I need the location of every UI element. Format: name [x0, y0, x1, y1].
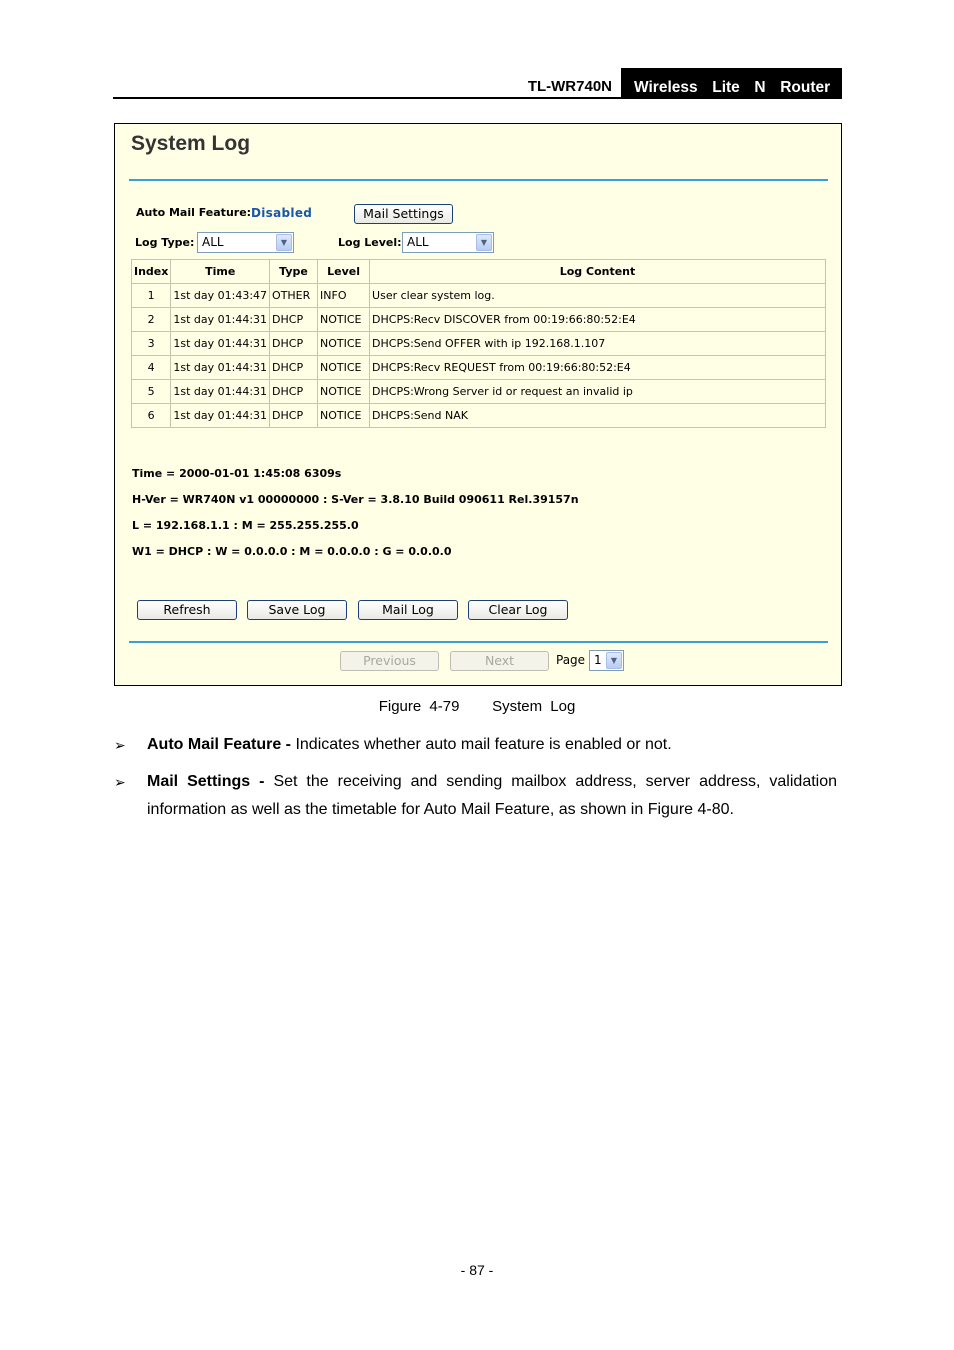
log-table: [131, 259, 826, 428]
title-divider: [129, 179, 828, 181]
info-version: H-Ver = WR740N v1 00000000 : S-Ver = 3.8.10 Build 090611 Rel.39157n: [132, 493, 579, 506]
log-type-select[interactable]: [197, 232, 294, 253]
table-header-row: [132, 260, 826, 284]
table-row: [132, 404, 826, 428]
mail-settings-button[interactable]: Mail Settings: [354, 204, 453, 224]
column-header: Index: [132, 260, 171, 284]
info-time: Time = 2000-01-01 1:45:08 6309s: [132, 467, 342, 480]
page-select[interactable]: [589, 650, 624, 671]
table-row: [132, 284, 826, 308]
cell-content: DHCPS:Send OFFER with ip 192.168.1.107: [370, 332, 826, 356]
auto-mail-status: Disabled: [251, 206, 313, 220]
chevron-down-icon: ▼: [476, 234, 492, 251]
table-row: [132, 332, 826, 356]
cell-type: DHCP: [270, 356, 318, 380]
cell-level: NOTICE: [318, 332, 370, 356]
cell-type: DHCP: [270, 380, 318, 404]
bullet-text: Indicates whether auto mail feature is enabled or not.: [291, 736, 672, 753]
header-model: TL-WR740N: [527, 78, 612, 95]
cell-index: 1: [132, 284, 171, 308]
cell-time: 1st day 01:44:31: [171, 308, 270, 332]
table-row: [132, 308, 826, 332]
log-level-label: Log Level:: [338, 236, 402, 249]
column-header: Time: [171, 260, 270, 284]
column-header: Level: [318, 260, 370, 284]
page-number: - 87 -: [460, 1262, 494, 1278]
cell-type: DHCP: [270, 404, 318, 428]
chevron-down-icon: ▼: [276, 234, 292, 251]
cell-time: 1st day 01:44:31: [171, 404, 270, 428]
system-log-panel: [114, 123, 842, 686]
bullet-auto-mail: [147, 731, 837, 759]
cell-content: DHCPS:Wrong Server id or request an invalid ip: [370, 380, 826, 404]
cell-time: 1st day 01:44:31: [171, 380, 270, 404]
page-title: System Log: [131, 132, 251, 155]
cell-index: 2: [132, 308, 171, 332]
cell-type: OTHER: [270, 284, 318, 308]
cell-index: 3: [132, 332, 171, 356]
bullet-term: Auto Mail Feature -: [147, 736, 292, 753]
page-value: 1: [594, 653, 602, 667]
table-row: [132, 380, 826, 404]
log-level-value: ALL: [407, 235, 429, 249]
figure-caption: Figure 4-79 System Log: [378, 698, 576, 715]
cell-type: DHCP: [270, 332, 318, 356]
chevron-down-icon: ▼: [606, 652, 622, 669]
page-label: Page: [556, 653, 586, 667]
column-header: Log Content: [370, 260, 826, 284]
cell-level: INFO: [318, 284, 370, 308]
bullet-term: Mail Settings -: [147, 773, 265, 790]
next-button[interactable]: Next: [450, 651, 549, 671]
cell-content: DHCPS:Recv DISCOVER from 00:19:66:80:52:E4: [370, 308, 826, 332]
clear-log-button[interactable]: Clear Log: [468, 600, 568, 620]
cell-index: 4: [132, 356, 171, 380]
column-header: Type: [270, 260, 318, 284]
previous-button[interactable]: Previous: [340, 651, 439, 671]
cell-time: 1st day 01:44:31: [171, 332, 270, 356]
cell-content: DHCPS:Send NAK: [370, 404, 826, 428]
cell-time: 1st day 01:44:31: [171, 356, 270, 380]
cell-level: NOTICE: [318, 380, 370, 404]
cell-type: DHCP: [270, 308, 318, 332]
table-row: [132, 356, 826, 380]
log-level-select[interactable]: [402, 232, 494, 253]
mail-log-button[interactable]: Mail Log: [358, 600, 458, 620]
refresh-button[interactable]: Refresh: [137, 600, 237, 620]
cell-index: 5: [132, 380, 171, 404]
bullet-mail-settings: [147, 768, 837, 824]
cell-level: NOTICE: [318, 356, 370, 380]
cell-level: NOTICE: [318, 308, 370, 332]
cell-level: NOTICE: [318, 404, 370, 428]
footer-divider: [129, 641, 828, 643]
cell-time: 1st day 01:43:47: [171, 284, 270, 308]
bullet-arrow-icon: ➢: [114, 774, 126, 790]
log-type-label: Log Type:: [135, 236, 195, 249]
save-log-button[interactable]: Save Log: [247, 600, 347, 620]
bullet-arrow-icon: ➢: [114, 737, 126, 753]
log-type-value: ALL: [202, 235, 224, 249]
info-lan: L = 192.168.1.1 : M = 255.255.255.0: [132, 519, 359, 532]
auto-mail-label: Auto Mail Feature:: [136, 206, 252, 219]
cell-content: User clear system log.: [370, 284, 826, 308]
header-rule: [113, 97, 842, 99]
bullet-text: Set the receiving and sending mailbox address, server address, validation information as well as the timetable for Auto Mail Feature, as shown in Figure 4-80.: [147, 773, 838, 818]
cell-index: 6: [132, 404, 171, 428]
cell-content: DHCPS:Recv REQUEST from 00:19:66:80:52:E4: [370, 356, 826, 380]
header-product: Wireless Lite N Router: [621, 68, 842, 99]
info-wan: W1 = DHCP : W = 0.0.0.0 : M = 0.0.0.0 : G = 0.0.0.0: [132, 545, 452, 558]
